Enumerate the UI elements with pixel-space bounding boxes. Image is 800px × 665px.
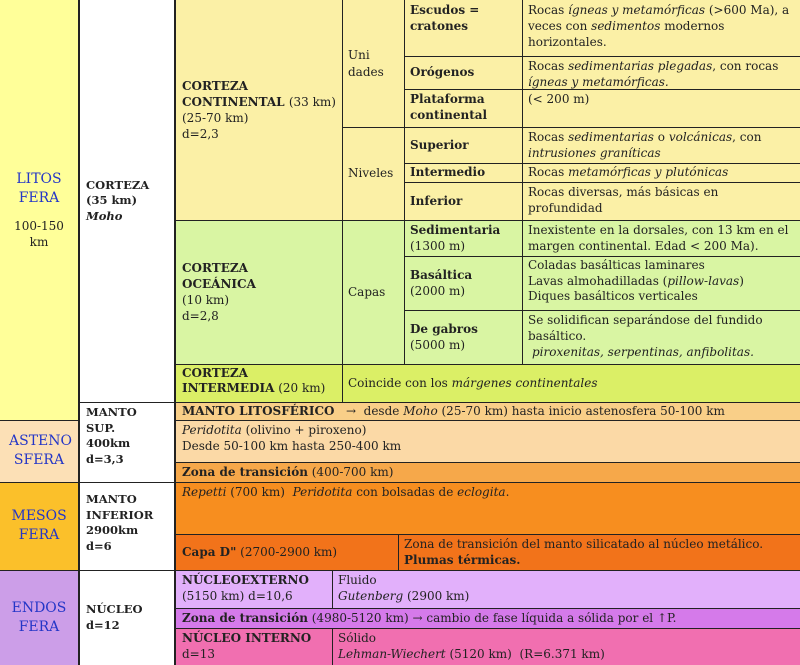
plataforma-name-cell <box>404 89 522 127</box>
sedimentaria-desc-cell <box>522 220 800 256</box>
astenosfera-minerals: (olivino + piroxeno) <box>245 423 367 437</box>
repetti-label: Repetti <box>182 485 227 499</box>
manto-litosferico-moho: Moho <box>403 403 438 418</box>
unidades-cell <box>342 0 404 127</box>
escudos-name: Escudos = cratones <box>410 3 480 34</box>
mesosfera-label: MESOS FERA <box>11 508 67 543</box>
hline-420b <box>176 420 800 421</box>
corteza-continental-thickness: (33 km) <box>288 94 336 109</box>
corteza-continental-density: d=2,3 <box>182 127 219 142</box>
line-col1 <box>78 0 80 665</box>
moho-label: Moho <box>86 208 123 223</box>
line-col2 <box>174 0 176 665</box>
escudos-desc-cell: Rocas ígneas y metamórficas (>600 Ma), a veces con sedimentos modernos horizontales. <box>522 0 800 56</box>
basaltica-depth: (2000 m) <box>410 284 466 298</box>
transicion-nucleo-title: Zona de transición <box>182 610 308 625</box>
nucleo-externo-depth: (5150 km) d=10,6 <box>182 589 293 604</box>
radio-tierra: (R=6.371 km) <box>519 647 605 662</box>
corteza-oceanica-title: CORTEZA OCEÁNICA <box>182 260 256 291</box>
nucleo-externo-title: NÚCLEOEXTERNO <box>182 573 309 587</box>
manto-litosferico-desc-1: desde <box>363 403 400 418</box>
hline-608 <box>176 608 800 609</box>
corteza-oceanica-cell <box>176 220 342 364</box>
capas-label: Capas <box>348 284 386 299</box>
capa-d-plumas: Plumas térmicas. <box>404 553 521 568</box>
astenosfera-depth: Desde 50-100 km hasta 250-400 km <box>182 439 402 454</box>
corteza-intermedia-cell <box>176 364 342 402</box>
intermedio-name: Intermedio <box>410 165 486 180</box>
transicion-superior-depth: (400-700 km) <box>311 464 394 479</box>
plataforma-desc: (< 200 m) <box>528 92 590 106</box>
line-capa-d <box>398 534 399 570</box>
capa-d-cell <box>176 534 398 570</box>
sedimentaria-name: Sedimentaria <box>410 223 501 237</box>
astenosfera-cell <box>0 420 78 482</box>
capa-d-desc: Zona de transición del manto silicatado al núcleo metálico. <box>404 537 764 551</box>
sedimentaria-name-cell <box>404 220 522 256</box>
manto-superior-depth: 400km <box>86 436 131 451</box>
manto-litosferico-arrow: → <box>345 403 356 418</box>
gutenberg-label: Gutenberg <box>338 589 404 604</box>
inferior-desc: Rocas diversas, más básicas en profundidad <box>528 185 719 216</box>
intermedio-name-cell <box>404 163 522 182</box>
litosfera-label: LITOS FERA <box>16 170 62 206</box>
hline-402 <box>80 402 800 403</box>
corteza-intermedia-desc-cell <box>342 364 800 402</box>
line-nucleo-int <box>332 628 333 665</box>
nucleo-externo-cell <box>176 570 332 608</box>
nucleo-interno-title: NÚCLEO INTERNO <box>182 631 312 645</box>
transicion-superior-cell <box>176 462 800 482</box>
astenosfera-label: ASTENO SFERA <box>9 433 72 468</box>
corteza-continental-name: CORTEZA CONTINENTAL <box>182 78 285 109</box>
manto-inferior-rock-desc: con bolsadas de <box>356 485 454 499</box>
hline-182 <box>404 182 800 183</box>
nucleo-density: d=12 <box>86 617 120 632</box>
hline-420 <box>0 420 78 421</box>
hline-310 <box>404 310 800 311</box>
hline-220 <box>176 220 800 221</box>
superior-name-cell <box>404 127 522 163</box>
gutenberg-depth: (2900 km) <box>407 589 470 604</box>
orogenos-name: Orógenos <box>410 65 475 80</box>
manto-inferior-cell <box>80 482 174 570</box>
hline-462 <box>176 462 800 463</box>
manto-superior-title: MANTO SUP. <box>86 405 137 435</box>
basaltica-name-cell <box>404 256 522 310</box>
sedimentaria-depth: (1300 m) <box>410 239 466 254</box>
manto-litosferico-title: MANTO LITOSFÉRICO <box>182 403 335 418</box>
hline-56 <box>404 56 800 57</box>
transicion-nucleo-depth: (4980-5120 km) <box>311 610 409 625</box>
inferior-name-cell <box>404 182 522 220</box>
plataforma-desc-cell <box>522 89 800 127</box>
manto-litosferico-cell <box>176 402 800 420</box>
nucleo-interno-desc-cell <box>332 628 800 665</box>
corteza-title: CORTEZA (35 km) <box>86 177 150 208</box>
gabros-desc-italic: piroxenitas, serpentinas, anfibolitas. <box>532 345 754 360</box>
inferior-name: Inferior <box>410 193 463 208</box>
astenosfera-desc-cell <box>176 420 800 462</box>
nucleo-cell <box>80 570 174 665</box>
basaltica-desc-1: Coladas basálticas laminares <box>528 258 705 272</box>
endosfera-label: ENDOS FERA <box>11 599 67 635</box>
orogenos-name-cell <box>404 56 522 89</box>
transicion-nucleo-desc: → cambio de fase líquida a sólida por el ↑P. <box>412 610 677 625</box>
manto-inferior-desc-cell: Repetti (700 km) Peridotita con bolsadas de eclogita. <box>176 482 800 534</box>
nucleo-externo-state: Fluido <box>338 573 377 587</box>
sedimentaria-desc: Inexistente en la dorsales, con 13 km en el margen continental. Edad < 200 Ma). <box>528 223 789 254</box>
gabros-desc-cell <box>522 310 800 364</box>
mesosfera-cell <box>0 482 78 570</box>
eclogita-label: eclogita <box>457 485 506 499</box>
corteza-intermedia-thickness: (20 km) <box>278 381 326 395</box>
nucleo-interno-density: d=13 <box>182 647 216 662</box>
niveles-label: Niveles <box>348 166 394 181</box>
hline-534 <box>176 534 800 535</box>
capa-d-title: Capa D" <box>182 544 237 559</box>
manto-inferior-density: d=6 <box>86 538 112 553</box>
corteza-continental-title <box>182 78 336 110</box>
manto-inferior-rock: Peridotita <box>292 485 353 499</box>
capa-d-desc-cell <box>398 534 800 570</box>
line-nucleo-ext <box>332 570 333 608</box>
unidades-label: Uni dades <box>348 48 384 79</box>
basaltica-desc-3: Diques basálticos verticales <box>528 289 698 304</box>
manto-superior-cell <box>80 402 174 482</box>
capas-cell <box>342 220 404 364</box>
lehman-depth: (5120 km) <box>449 647 512 662</box>
litosfera-depth: 100-150 km <box>14 218 64 249</box>
nucleo-title: NÚCLEO <box>86 601 143 616</box>
hline-89 <box>404 89 800 90</box>
basaltica-desc-cell: Coladas basálticas laminares Lavas almohadilladas (pillow-lavas) Diques basálticos verticales <box>522 256 800 310</box>
gabros-depth: (5000 m) <box>410 338 466 352</box>
manto-litosferico-desc-2: (25-70 km) hasta inicio astenosfera 50-100 km <box>441 403 725 418</box>
orogenos-desc-cell: Rocas sedimentarias plegadas, con rocas ígneas y metamórficas. <box>522 56 800 89</box>
line-col3 <box>342 0 343 402</box>
basaltica-name: Basáltica <box>410 267 473 282</box>
lehman-label: Lehman-Wiechert <box>338 647 446 662</box>
gabros-desc: Se solidifican separándose del fundido basáltico. <box>528 313 763 344</box>
astenosfera-rock: Peridotita <box>182 423 242 437</box>
nucleo-interno-cell <box>176 628 332 665</box>
manto-inferior-title: MANTO INFERIOR <box>86 492 154 522</box>
corteza-oceanica-thickness: (10 km) <box>182 293 230 307</box>
plataforma-name: Plataforma continental <box>410 92 488 123</box>
gabros-name-cell <box>404 310 522 364</box>
nucleo-interno-state: Sólido <box>338 631 377 645</box>
superior-desc-cell: Rocas sedimentarias o volcánicas, con intrusiones graníticas <box>522 127 800 163</box>
intermedio-desc-cell: Rocas metamórficas y plutónicas <box>522 163 800 182</box>
hline-256 <box>404 256 800 257</box>
gabros-name: De gabros <box>410 321 478 336</box>
inferior-desc-cell <box>522 182 800 220</box>
hline-482 <box>0 482 800 483</box>
endosfera-cell <box>0 570 78 665</box>
nucleo-externo-desc-cell <box>332 570 800 608</box>
corteza-intermedia-desc-italic: márgenes continentales <box>451 375 598 390</box>
hline-364 <box>176 364 800 365</box>
corteza-continental-range: (25-70 km) <box>182 111 249 125</box>
transicion-nucleo-cell <box>176 608 800 628</box>
litosfera-cell <box>0 0 78 420</box>
hline-570 <box>0 570 800 571</box>
manto-superior-density: d=3,3 <box>86 451 124 466</box>
hline-628 <box>176 628 800 629</box>
niveles-cell <box>342 127 404 220</box>
manto-inferior-depth: 2900km <box>86 523 139 538</box>
superior-name: Superior <box>410 137 469 152</box>
corteza-continental-cell <box>176 0 342 220</box>
hline-127 <box>342 127 800 128</box>
capa-d-depth: (2700-2900 km) <box>240 544 338 559</box>
corteza-intermedia-desc: Coincide con los <box>348 375 448 390</box>
corteza-cell <box>80 0 174 402</box>
transicion-superior-title: Zona de transición <box>182 464 308 479</box>
corteza-oceanica-density: d=2,8 <box>182 309 219 324</box>
corteza-intermedia-title: CORTEZA INTERMEDIA <box>182 366 275 395</box>
hline-163 <box>404 163 800 164</box>
repetti-depth: (700 km) <box>230 485 285 499</box>
escudos-name-cell <box>404 0 522 56</box>
